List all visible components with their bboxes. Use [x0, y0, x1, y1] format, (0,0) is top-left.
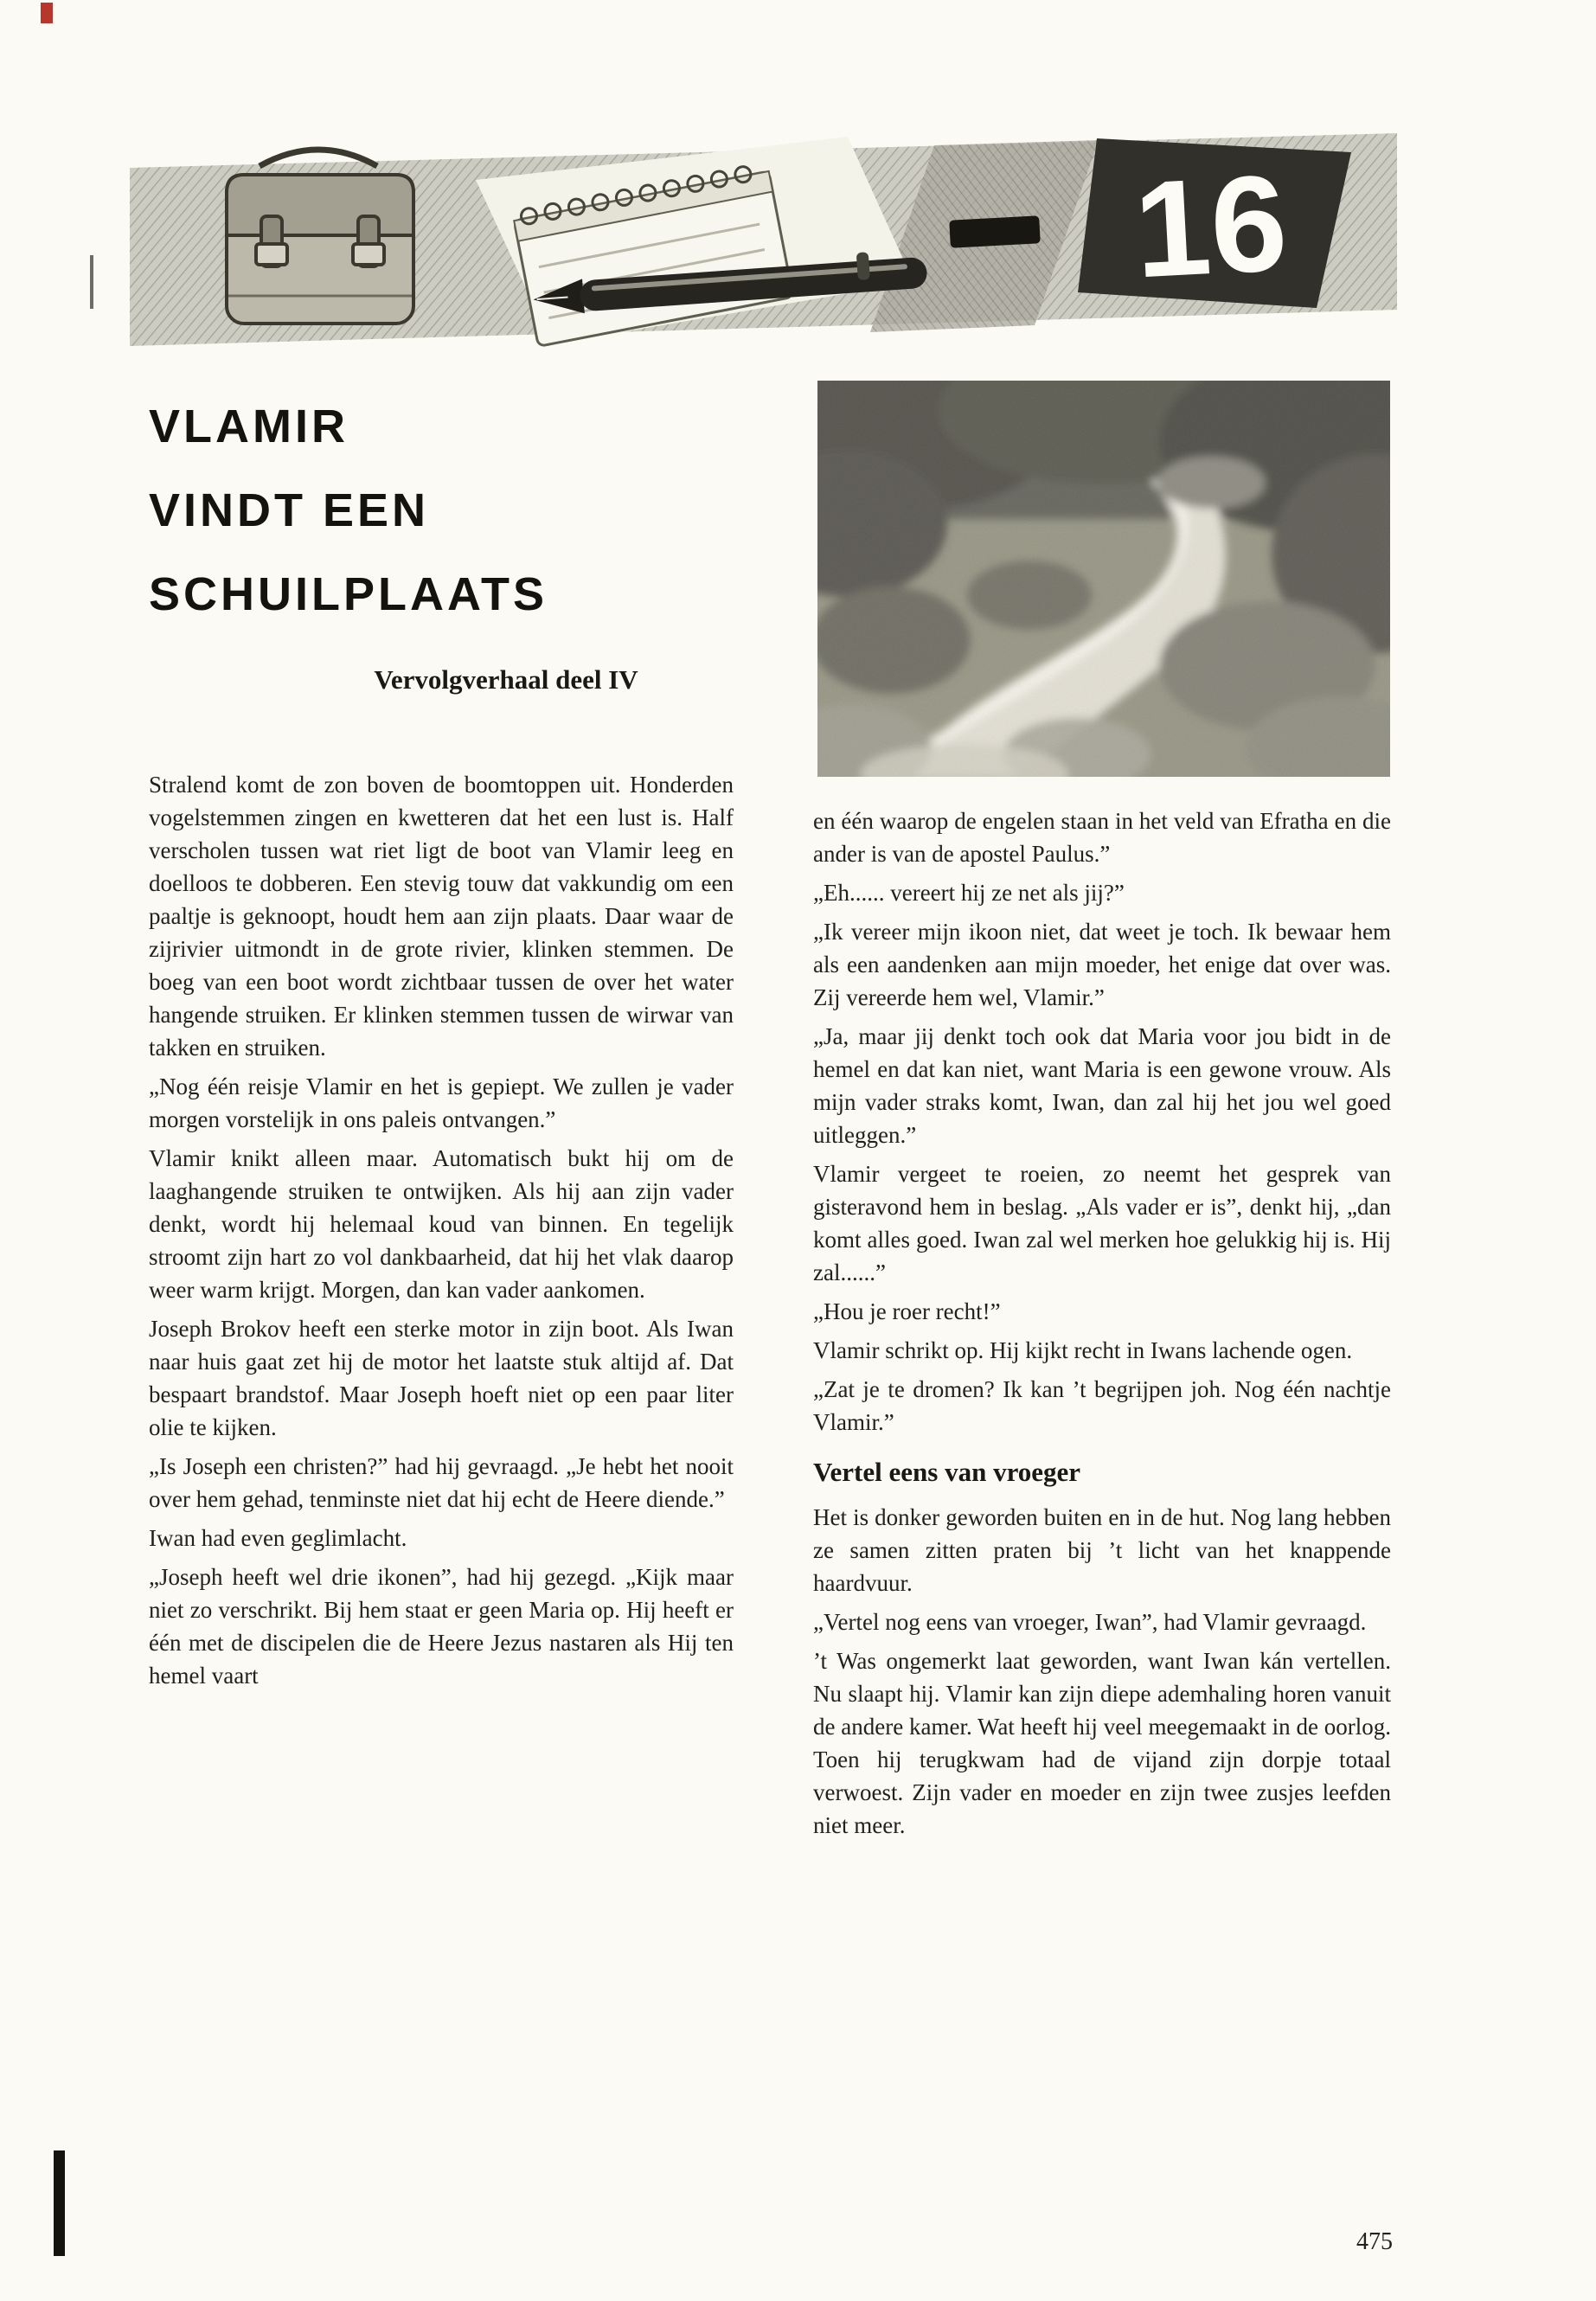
paragraph: „Zat je te dromen? Ik kan ’t begrijpen joh. Nog één nachtje Vlamir.” — [813, 1376, 1391, 1435]
satchel-notebook-pen-illustration — [130, 130, 1397, 350]
section-subheading: Vertel eens van vroeger — [813, 1457, 1081, 1487]
paragraph: „Eh...... vereert hij ze net als jij?” — [813, 880, 1125, 906]
page-number: 475 — [1356, 2228, 1393, 2255]
scan-artifact-red-mark — [41, 3, 53, 23]
dash-mark — [949, 215, 1041, 247]
scan-artifact-margin-tick — [90, 255, 93, 309]
right-column — [813, 804, 1391, 1848]
paragraph: Joseph Brokov heeft een sterke motor in zijn boot. Als Iwan naar huis gaat zet hij de motor het laatste stuk altijd af. Dat bespaart brandstof. Maar Joseph hoeft niet op een paar liter olie te kijken. — [149, 1316, 734, 1440]
paragraph: Het is donker geworden buiten en in de hut. Nog lang hebben ze samen zitten praten bij ’t licht van het knappende haardvuur. — [813, 1504, 1391, 1596]
paragraph: „Vertel nog eens van vroeger, Iwan”, had Vlamir gevraagd. — [813, 1609, 1367, 1635]
article-subtitle: Vervolgverhaal deel IV — [374, 664, 638, 695]
header-illustration — [130, 130, 1397, 350]
paragraph: „Ja, maar jij denkt toch ook dat Maria voor jou bidt in de hemel en dat kan niet, want Maria is een gewone vrouw. Als mijn vader straks komt, Iwan, dan zal hij het jou wel goed uitleggen.” — [813, 1023, 1391, 1148]
paragraph: en één waarop de engelen staan in het veld van Efratha en die ander is van de apostel Paulus.” — [813, 808, 1391, 867]
paragraph: „Ik vereer mijn ikoon niet, dat weet je toch. Ik bewaar hem als een aandenken aan mijn moeder, het enige dat over was. Zij vereerde hem wel, Vlamir.” — [813, 919, 1391, 1010]
paragraph: „Is Joseph een christen?” had hij gevraagd. „Je hebt het nooit over hem gehad, tenminste niet dat hij echt de Heere diende.” — [149, 1453, 734, 1512]
left-column — [149, 768, 734, 1698]
title-line-3: SCHUILPLAATS — [149, 568, 548, 620]
article-title — [149, 385, 746, 637]
paragraph: Stralend komt de zon boven de boomtoppen uit. Honderden vogelstemmen zingen en kwetteren dat het een lust is. Half verscholen tussen wat riet ligt de boot van Vlamir leeg en doelloos te dobberen. Een stevig touw dat vakkundig om een paaltje is geknoopt, houdt hem aan zijn plaats. Daar waar de zijrivier uitmondt in de grote rivier, klinken stemmen. De boeg van een boot wordt zichtbaar tussen de over het water hangende struiken. Er klinken stemmen tussen de wirwar van takken en struiken. — [149, 772, 734, 1061]
scan-artifact-black-bar — [54, 2150, 65, 2256]
paragraph: „Hou je roer recht!” — [813, 1298, 1001, 1324]
paragraph: Vlamir knikt alleen maar. Automatisch bukt hij om de laaghangende struiken te ontwijken. Als hij aan zijn vader denkt, wordt hij helemaal koud van binnen. En tegelijk stroomt zijn hart zo vol dankbaarheid, dat hij het vlak daarop weer warm krijgt. Morgen, dan kan vader aankomen. — [149, 1145, 734, 1303]
paragraph: Vlamir schrikt op. Hij kijkt recht in Iwans lachende ogen. — [813, 1337, 1353, 1363]
title-line-2: VINDT EEN — [149, 484, 430, 536]
satchel-icon — [227, 150, 413, 324]
paragraph: „Joseph heeft wel drie ikonen”, had hij gezegd. „Kijk maar niet zo verschrikt. Bij hem staat er geen Maria op. Hij heeft er één met de discipelen die de Heere Jezus nastaren als Hij ten hemel vaart — [149, 1564, 734, 1689]
issue-number: 16 — [1131, 146, 1291, 307]
paragraph: Vlamir vergeet te roeien, zo neemt het gesprek van gisteravond hem in beslag. „Als vader er is”, denkt hij, „dan komt alles goed. Iwan zal wel merken hoe gelukkig hij is. Hij zal......” — [813, 1161, 1391, 1285]
title-line-1: VLAMIR — [149, 401, 349, 452]
stream-photo-svg — [817, 381, 1390, 777]
paragraph: „Nog één reisje Vlamir en het is gepiept. We zullen je vader morgen vorstelijk in ons paleis ontvangen.” — [149, 1074, 734, 1132]
paragraph: ’t Was ongemerkt laat geworden, want Iwan kán vertellen. Nu slaapt hij. Vlamir kan zijn diepe ademhaling horen vanuit de andere kamer. Wat heeft hij veel meegemaakt in de oorlog. Toen hij terugkwam had de vijand zijn dorpje totaal verwoest. Zijn vader en moeder en zijn twee zusjes leefden niet meer. — [813, 1648, 1391, 1838]
stream-photo — [817, 381, 1390, 777]
paragraph: Iwan had even geglimlacht. — [149, 1525, 407, 1551]
issue-number-block — [1078, 138, 1351, 308]
